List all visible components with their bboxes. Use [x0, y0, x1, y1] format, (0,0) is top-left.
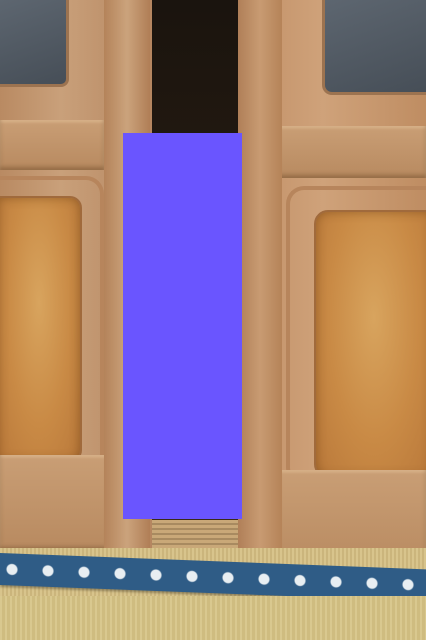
left-lower-rail	[0, 455, 108, 550]
left-upper-rail	[0, 120, 104, 170]
right-door-stile	[238, 0, 282, 565]
right-wood-panel	[314, 210, 426, 478]
occluding-rectangle	[123, 133, 242, 519]
left-glass-pane	[0, 0, 69, 87]
left-wood-panel	[0, 196, 82, 462]
tatami-lower	[0, 596, 426, 640]
right-upper-rail	[278, 126, 426, 178]
right-glass-pane	[322, 0, 426, 95]
